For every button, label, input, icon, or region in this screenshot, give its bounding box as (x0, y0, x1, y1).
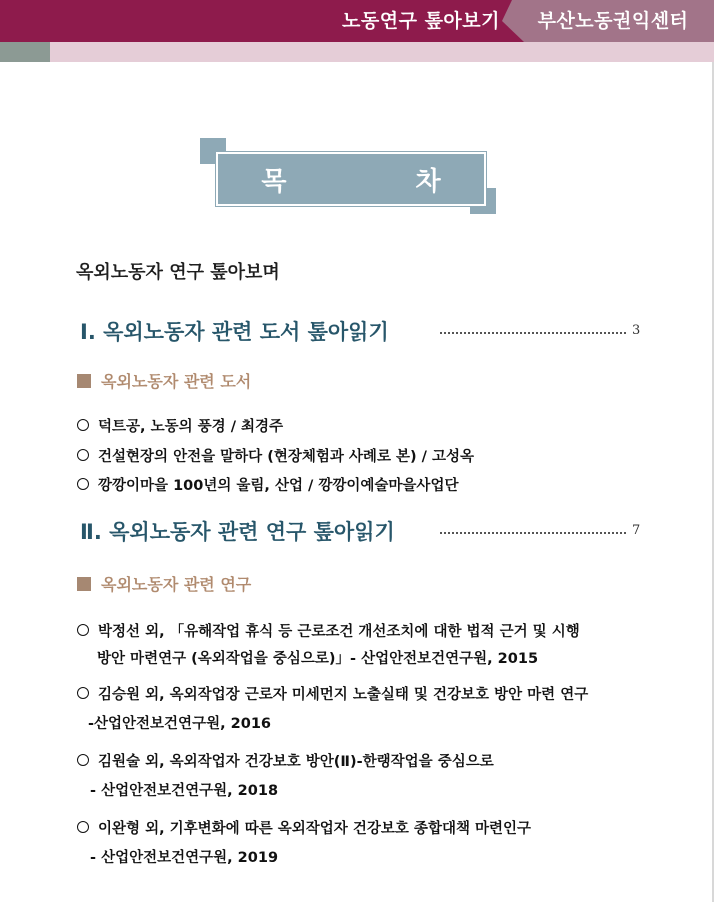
list-item-continuation: - 산업안전보건연구원, 2019 (90, 850, 279, 866)
square-bullet-icon (77, 374, 91, 388)
section2-subheading (77, 572, 251, 595)
list-item-text: 덕트공, 노동의 풍경 / 최경주 (98, 419, 284, 435)
section1-title: Ⅰ. 옥외노동자 관련 도서 톺아읽기 (80, 320, 389, 344)
list-item (77, 683, 588, 704)
section2-subheading-text: 옥외노동자 관련 연구 (101, 575, 252, 594)
header-title: 노동연구 톺아보기 (342, 10, 500, 32)
list-item-text: 김승원 외, 옥외작업장 근로자 미세먼지 노출실태 및 건강보호 방안 마련 연구 (98, 687, 589, 703)
list-item-continuation: - 산업안전보건연구원, 2018 (90, 783, 279, 799)
list-item (77, 474, 458, 495)
list-item (77, 415, 283, 436)
list-item-text: 건설현장의 안전을 말하다 (현장체험과 사례로 본) / 고성옥 (98, 449, 475, 465)
list-item-text: 박정선 외, 「유해작업 휴식 등 근로조건 개선조치에 대한 법적 근거 및 시행 (98, 624, 580, 640)
list-item (77, 750, 494, 771)
list-item-continuation: -산업안전보건연구원, 2016 (88, 716, 271, 732)
section1-leader-dots (440, 332, 626, 334)
list-item (77, 620, 580, 641)
square-bullet-icon (77, 577, 91, 591)
circle-bullet-icon (77, 624, 89, 636)
circle-bullet-icon (77, 754, 89, 766)
list-item-text: 깡깡이마을 100년의 울림, 산업 / 깡깡이예술마을사업단 (98, 478, 459, 494)
circle-bullet-icon (77, 821, 89, 833)
header-organization: 부산노동권익센터 (537, 10, 689, 32)
header-accent-strip (0, 42, 50, 62)
section2-leader-dots (440, 532, 626, 534)
circle-bullet-icon (77, 449, 89, 461)
intro-entry: 옥외노동자 연구 톺아보며 (76, 262, 280, 283)
circle-bullet-icon (77, 478, 89, 490)
section1-subheading (77, 369, 251, 392)
section2-title: Ⅱ. 옥외노동자 관련 연구 톺아읽기 (80, 520, 395, 544)
list-item (77, 817, 531, 838)
list-item-continuation: 방안 마련연구 (옥외작업을 중심으로)」- 산업안전보건연구원, 2015 (97, 651, 539, 667)
list-item-text: 김원술 외, 옥외작업자 건강보호 방안(Ⅱ)-한랭작업을 중심으로 (98, 754, 494, 770)
list-item (77, 445, 474, 466)
toc-title-box (216, 152, 501, 206)
circle-bullet-icon (77, 419, 89, 431)
section1-page-number: 3 (632, 323, 641, 338)
section2-page-number: 7 (632, 523, 641, 538)
list-item-text: 이완형 외, 기후변화에 따른 옥외작업자 건강보호 종합대책 마련인구 (98, 821, 532, 837)
header-sub-strip (50, 42, 714, 62)
toc-title: 목 차 (261, 166, 501, 197)
section1-subheading-text: 옥외노동자 관련 도서 (101, 372, 252, 391)
circle-bullet-icon (77, 687, 89, 699)
